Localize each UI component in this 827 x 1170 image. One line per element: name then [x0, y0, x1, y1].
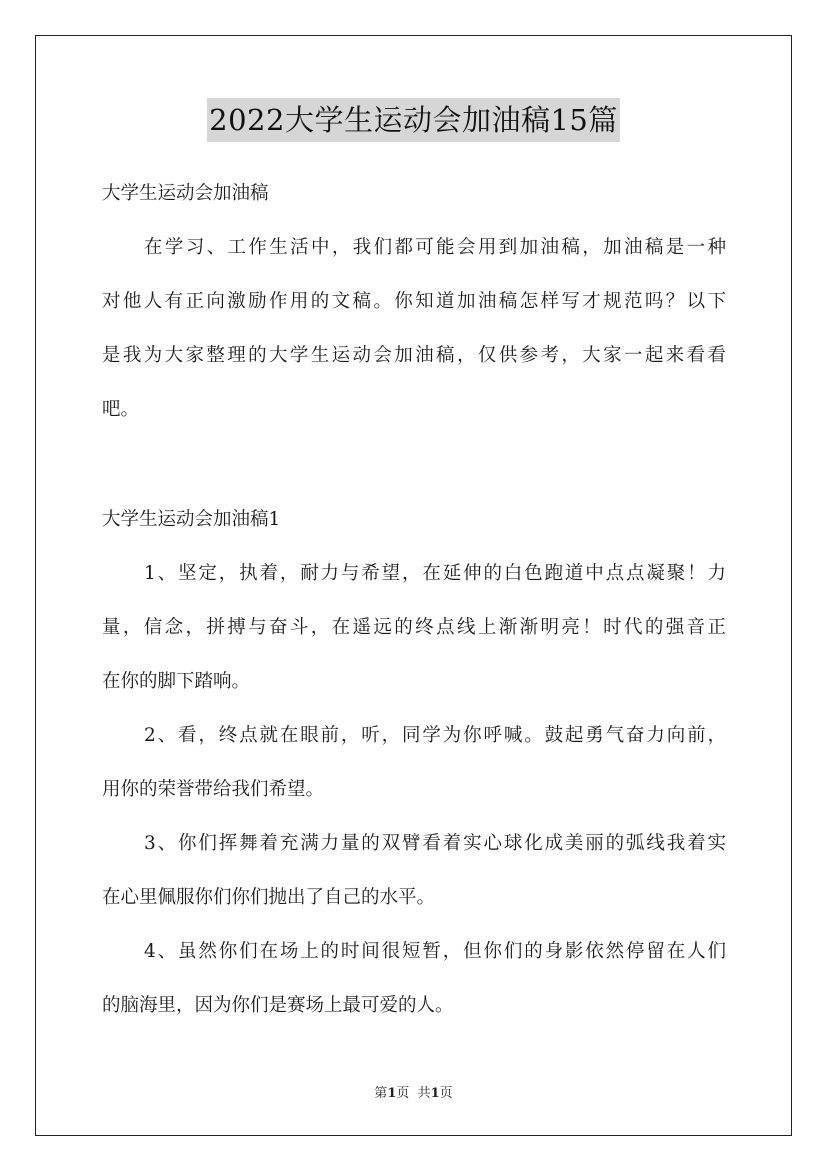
paragraph-line: 在心里佩服你们你们抛出了自己的水平。 — [102, 887, 436, 908]
section-heading: 大学生运动会加油稿1 — [102, 509, 281, 530]
section-heading: 大学生运动会加油稿 — [102, 183, 269, 204]
paragraph-line: 的脑海里，因为你们是赛场上最可爱的人。 — [102, 995, 454, 1016]
footer-page-total: 1 — [430, 1086, 440, 1101]
title-container — [0, 98, 827, 142]
paragraph-line: 对他人有正向激励作用的文稿。你知道加油稿怎样写才规范吗？以下 — [102, 291, 726, 312]
paragraph-line: 在你的脚下踏响。 — [102, 671, 251, 692]
page-footer — [0, 1082, 827, 1101]
paragraph-line: 2、看，终点就在眼前，听，同学为你呼喊。鼓起勇气奋力向前， — [144, 725, 726, 746]
footer-page-number: 1 — [387, 1086, 397, 1101]
paragraph-line: 在学习、工作生活中，我们都可能会用到加油稿，加油稿是一种 — [144, 237, 726, 258]
footer-page-prefix: 第 — [374, 1086, 388, 1101]
footer-page-suffix: 页 — [439, 1086, 453, 1101]
document-title: 2022大学生运动会加油稿15篇 — [207, 98, 620, 142]
paragraph-line: 是我为大家整理的大学生运动会加油稿，仅供参考，大家一起来看看 — [102, 345, 726, 366]
paragraph-line: 量，信念，拼搏与奋斗，在遥远的终点线上渐渐明亮！时代的强音正 — [102, 617, 726, 638]
footer-page-mid: 页 共 — [396, 1086, 431, 1101]
paragraph-line: 吧。 — [102, 399, 140, 420]
paragraph-line: 用你的荣誉带给我们希望。 — [102, 779, 325, 800]
paragraph-line: 4、虽然你们在场上的时间很短暂，但你们的身影依然停留在人们 — [144, 941, 726, 962]
paragraph-line: 1、坚定，执着，耐力与希望，在延伸的白色跑道中点点凝聚！力 — [144, 563, 726, 584]
paragraph-line: 3、你们挥舞着充满力量的双臂看着实心球化成美丽的弧线我着实 — [144, 833, 726, 854]
